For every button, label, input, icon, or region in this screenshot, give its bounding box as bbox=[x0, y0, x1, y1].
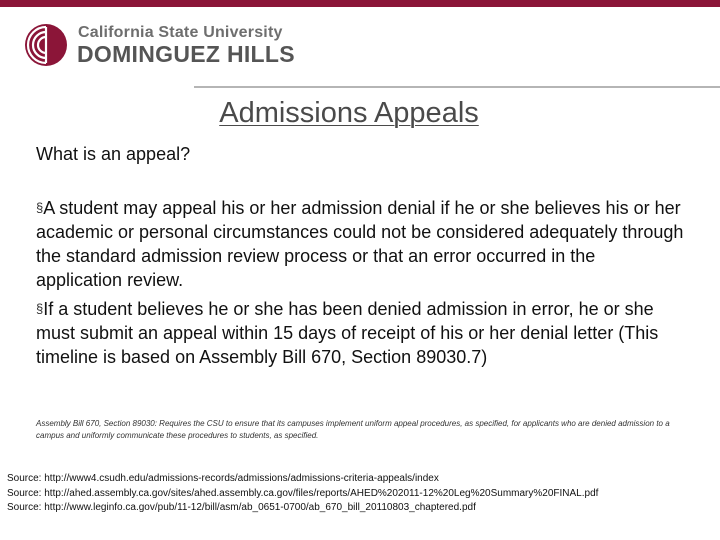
footnote: Assembly Bill 670, Section 89030: Requires the CSU to ensure that its campuses implement uniform appeal procedures, as specified, for applicants who are denied admission to a campus and uniformly communicate these procedures to students, as specified. bbox=[36, 419, 670, 440]
logo-line-1: California State University bbox=[78, 24, 283, 41]
source-line: Source: http://www4.csudh.edu/admissions-records/admissions/admissions-criteria-appeals/index bbox=[7, 473, 439, 484]
logo-line-2: DOMINGUEZ HILLS bbox=[77, 41, 295, 67]
section-sign-bullet: § bbox=[36, 301, 44, 316]
bullet-list bbox=[36, 196, 686, 374]
bullet-item bbox=[36, 196, 686, 292]
header-divider bbox=[194, 86, 720, 88]
university-logo bbox=[24, 23, 295, 67]
csudh-circle-logo-icon bbox=[24, 23, 68, 67]
source-line: Source: http://ahed.assembly.ca.gov/sites/ahed.assembly.ca.gov/files/reports/AHED%202011-12%20Leg%20Summary%20FINAL.pdf bbox=[7, 487, 599, 499]
bullet-text: If a student believes he or she has been denied admission in error, he or she must submit an appeal within 15 days of receipt of his or her denial letter (This timeline is based on Assembly Bill 670, Section 89030.7) bbox=[36, 299, 659, 367]
top-accent-bar bbox=[0, 0, 720, 7]
sources-list bbox=[7, 472, 719, 516]
source-line: Source: http://www.leginfo.ca.gov/pub/11-12/bill/asm/ab_0651-0700/ab_670_bill_20110803_chaptered.pdf bbox=[7, 502, 476, 513]
bullet-item bbox=[36, 297, 686, 369]
bullet-text: A student may appeal his or her admission denial if he or she believes his or her academic or personal circumstances could not be considered adequately through the standard admission review process or that an error occurred in the application review. bbox=[36, 198, 684, 290]
section-sign-bullet: § bbox=[36, 200, 44, 215]
slide-subtitle: What is an appeal? bbox=[36, 144, 191, 164]
slide-title: Admissions Appeals bbox=[219, 97, 479, 129]
